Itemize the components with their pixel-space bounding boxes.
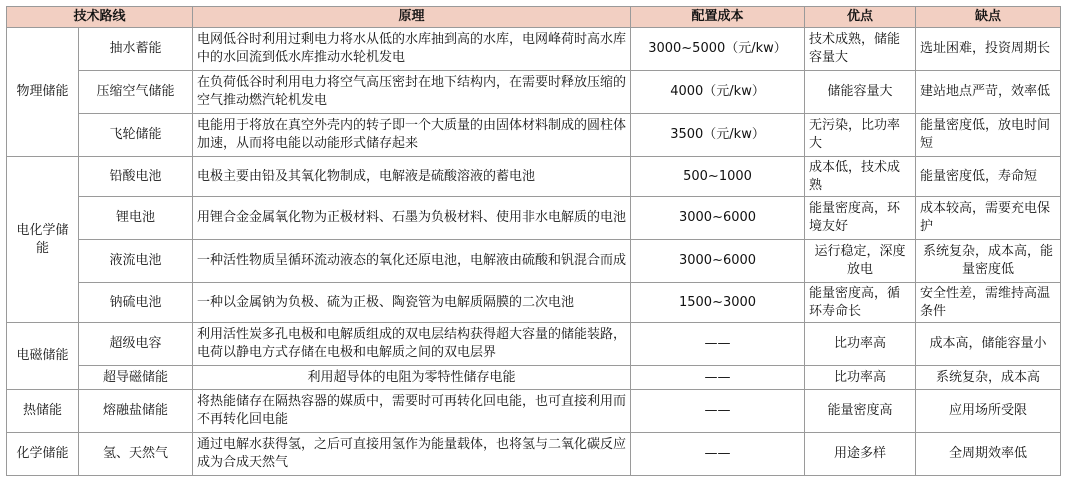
category-cell: 电磁储能: [7, 323, 79, 390]
pros-cell: 成本低，技术成熟: [805, 157, 916, 197]
principle-cell: 利用活性炭多孔电极和电解质组成的双电层结构获得超大容量的储能装路，电荷以静电方式存储在电极和电解质之间的双电层界: [193, 323, 631, 366]
principle-cell: 电极主要由铅及其氧化物制成，电解液是硫酸溶液的蓄电池: [193, 157, 631, 197]
pros-cell: 用途多样: [805, 433, 916, 476]
table-row: [7, 390, 1061, 433]
category-cell: 物理储能: [7, 28, 79, 157]
pros-cell: 技术成熟，储能容量大: [805, 28, 916, 71]
pros-cell: 能量密度高，环境友好: [805, 197, 916, 240]
cost-cell: 3000~5000（元/kw）: [631, 28, 805, 71]
pros-cell: 运行稳定，深度放电: [805, 240, 916, 283]
cons-cell: 安全性差，需维持高温条件: [916, 283, 1061, 323]
table-row: [7, 323, 1061, 366]
cons-cell: 全周期效率低: [916, 433, 1061, 476]
table-row: [7, 71, 1061, 114]
cons-cell: 能量密度低，寿命短: [916, 157, 1061, 197]
category-cell: 热储能: [7, 390, 79, 433]
principle-cell: 电能用于将放在真空外壳内的转子即一个大质量的由固体材料制成的圆柱体加速，从而将电能以动能形式储存起来: [193, 114, 631, 157]
cost-cell: 4000（元/kw）: [631, 71, 805, 114]
cost-cell: 3000~6000: [631, 240, 805, 283]
principle-cell: 将热能储存在隔热容器的媒质中，需要时可再转化回电能，也可直接利用而不再转化回电能: [193, 390, 631, 433]
header-pros: 优点: [805, 7, 916, 28]
cost-cell: 1500~3000: [631, 283, 805, 323]
tech-cell: 抽水蓄能: [79, 28, 193, 71]
table-row: [7, 157, 1061, 197]
table-row: [7, 240, 1061, 283]
table-row: [7, 114, 1061, 157]
tech-cell: 压缩空气储能: [79, 71, 193, 114]
cost-cell: ——: [631, 366, 805, 390]
cost-cell: ——: [631, 390, 805, 433]
tech-cell: 超导磁储能: [79, 366, 193, 390]
table-row: [7, 433, 1061, 476]
cons-cell: 系统复杂，成本高，能量密度低: [916, 240, 1061, 283]
header-route: 技术路线: [7, 7, 193, 28]
tech-cell: 锂电池: [79, 197, 193, 240]
tech-cell: 飞轮储能: [79, 114, 193, 157]
header-row: [7, 7, 1061, 28]
cons-cell: 成本高，储能容量小: [916, 323, 1061, 366]
principle-cell: 通过电解水获得氢，之后可直接用氢作为能量载体，也将氢与二氧化碳反应成为合成天然气: [193, 433, 631, 476]
principle-cell: 电网低谷时利用过剩电力将水从低的水库抽到高的水库，电网峰荷时高水库中的水回流到低水库推动水轮机发电: [193, 28, 631, 71]
cost-cell: 3500（元/kw）: [631, 114, 805, 157]
pros-cell: 无污染，比功率大: [805, 114, 916, 157]
cons-cell: 成本较高，需要充电保护: [916, 197, 1061, 240]
pros-cell: 储能容量大: [805, 71, 916, 114]
pros-cell: 能量密度高: [805, 390, 916, 433]
cost-cell: 500~1000: [631, 157, 805, 197]
category-cell: 化学储能: [7, 433, 79, 476]
cons-cell: 选址困难，投资周期长: [916, 28, 1061, 71]
table-row: [7, 283, 1061, 323]
principle-cell: 一种以金属钠为负极、硫为正极、陶瓷管为电解质隔膜的二次电池: [193, 283, 631, 323]
principle-cell: 利用超导体的电阻为零特性储存电能: [193, 366, 631, 390]
cons-cell: 建站地点严苛，效率低: [916, 71, 1061, 114]
principle-cell: 用锂合金金属氧化物为正极材料、石墨为负极材料、使用非水电解质的电池: [193, 197, 631, 240]
table-row: [7, 28, 1061, 71]
cons-cell: 系统复杂，成本高: [916, 366, 1061, 390]
cost-cell: 3000~6000: [631, 197, 805, 240]
tech-cell: 铅酸电池: [79, 157, 193, 197]
header-principle: 原理: [193, 7, 631, 28]
principle-cell: 一种活性物质呈循环流动液态的氧化还原电池，电解液由硫酸和钒混合而成: [193, 240, 631, 283]
tech-cell: 钠硫电池: [79, 283, 193, 323]
category-cell: 电化学储能: [7, 157, 79, 323]
table-row: [7, 366, 1061, 390]
cons-cell: 应用场所受限: [916, 390, 1061, 433]
tech-cell: 氢、天然气: [79, 433, 193, 476]
cost-cell: ——: [631, 433, 805, 476]
tech-cell: 超级电容: [79, 323, 193, 366]
pros-cell: 能量密度高，循环寿命长: [805, 283, 916, 323]
tech-cell: 液流电池: [79, 240, 193, 283]
energy-storage-table: [6, 6, 1061, 476]
table-row: [7, 197, 1061, 240]
pros-cell: 比功率高: [805, 366, 916, 390]
cons-cell: 能量密度低，放电时间短: [916, 114, 1061, 157]
header-cost: 配置成本: [631, 7, 805, 28]
principle-cell: 在负荷低谷时利用电力将空气高压密封在地下结构内，在需要时释放压缩的空气推动燃汽轮机发电: [193, 71, 631, 114]
header-cons: 缺点: [916, 7, 1061, 28]
tech-cell: 熔融盐储能: [79, 390, 193, 433]
cost-cell: ——: [631, 323, 805, 366]
pros-cell: 比功率高: [805, 323, 916, 366]
